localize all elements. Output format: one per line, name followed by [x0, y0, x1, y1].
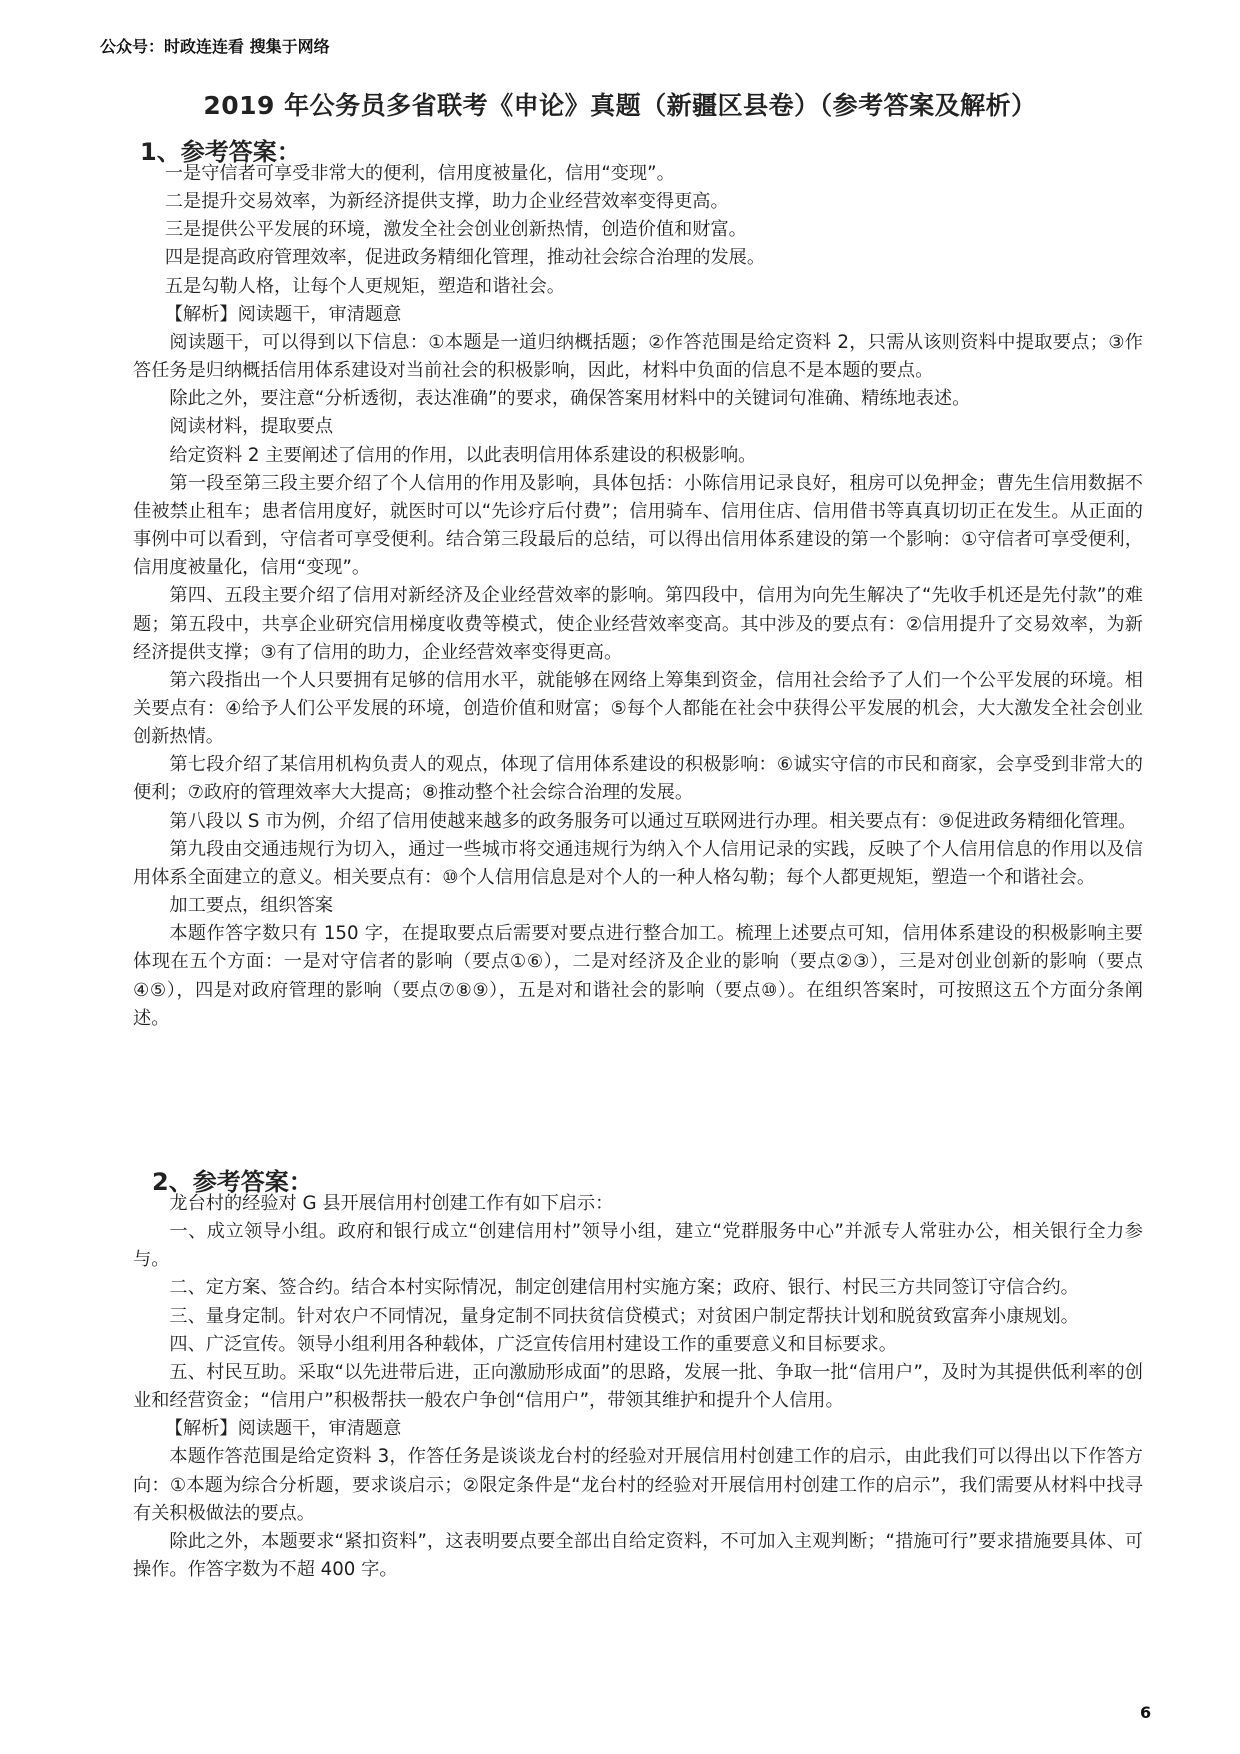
source-note: 公众号：时政连连看 搜集于网络 — [100, 37, 330, 56]
document-title: 2019 年公务员多省联考《申论》真题（新疆区县卷）（参考答案及解析） — [203, 91, 1037, 120]
analysis-paragraph: 本题作答字数只有 150 字，在提取要点后需要对要点进行整合加工。梳理上述要点可知，信用体系建设的积极影响主要体现在五个方面：一是对守信者的影响（要点①⑥），二是对经济及企业的影响（要点②③），三是对创业创新的影响（要点④⑤），四是对政府管理的影响（要点⑦⑧⑨），五是对和谐社会的影响（要点⑩）。在组织答案时，可按照这五个方面分条阐述。 — [133, 923, 1143, 1029]
analysis-label: 【解析】阅读题干，审清题意 — [164, 1418, 402, 1440]
analysis-paragraph: 第八段以 S 市为例，介绍了信用使越来越多的政务服务可以通过互联网进行办理。相关要点有：⑨促进政务精细化管理。 — [169, 810, 1137, 832]
analysis-paragraph: 除此之外，要注意“分析透彻，表达准确”的要求，确保答案用材料中的关键词句准确、精练地表述。 — [169, 388, 971, 410]
section-2-body — [133, 1190, 1143, 1584]
answer-point-4: 四是提高政府管理效率，促进政务精细化管理，推动社会综合治理的发展。 — [164, 247, 766, 269]
section-2-heading: 2、参考答案： — [152, 1168, 313, 1196]
analysis-paragraph: 阅读题干，可以得到以下信息：①本题是一道归纳概括题；②作答范围是给定资料 2，只需从该则资料中提取要点；③作答任务是归纳概括信用体系建设对当前社会的积极影响，因此，材料中负面的信息不是本题的要点。 — [133, 331, 1143, 382]
answer-point-1: 一、成立领导小组。政府和银行成立“创建信用村”领导小组，建立“党群服务中心”并派专人常驻办公，相关银行全力参与。 — [133, 1221, 1143, 1271]
analysis-subheading: 加工要点，组织答案 — [169, 895, 334, 917]
analysis-paragraph: 第六段指出一个人只要拥有足够的信用水平，就能够在网络上筹集到资金，信用社会给予了人们一个公平发展的环境。相关要点有：④给予人们公平发展的环境，创造价值和财富；⑤每个人都能在社会中获得公平发展的机会，大大激发全社会创业创新热情。 — [133, 669, 1143, 748]
analysis-paragraph: 给定资料 2 主要阐述了信用的作用，以此表明信用体系建设的积极影响。 — [169, 444, 757, 466]
section-1-heading: 1、参考答案： — [140, 138, 301, 166]
answer-point-1: 一是守信者可享受非常大的便利，信用度被量化，信用“变现”。 — [164, 163, 675, 184]
answer-point-2: 二、定方案、签合约。结合本村实际情况，制定创建信用村实施方案；政府、银行、村民三方共同签订守信合约。 — [169, 1277, 1079, 1299]
answer-intro: 龙台村的经验对 G 县开展信用村创建工作有如下启示： — [169, 1193, 614, 1214]
answer-point-3: 三、量身定制。针对农户不同情况，量身定制不同扶贫信贷模式；对贫困户制定帮扶计划和脱贫致富奔小康规划。 — [169, 1305, 1079, 1327]
analysis-subheading: 阅读材料，提取要点 — [169, 416, 334, 438]
page-number: 6 — [1140, 1703, 1152, 1722]
answer-point-3: 三是提供公平发展的环境，激发全社会创业创新热情，创造价值和财富。 — [164, 219, 747, 241]
analysis-paragraph: 第七段介绍了某信用机构负责人的观点，体现了信用体系建设的积极影响：⑥诚实守信的市民和商家，会享受到非常大的便利；⑦政府的管理效率大大提高；⑧推动整个社会综合治理的发展。 — [133, 754, 1143, 804]
analysis-paragraph: 本题作答范围是给定资料 3，作答任务是谈谈龙台村的经验对开展信用村创建工作的启示，由此我们可以得出以下作答方向：①本题为综合分析题，要求谈启示；②限定条件是“龙台村的经验对开展信用村创建工作的启示”，我们需要从材料中找寻有关积极做法的要点。 — [133, 1446, 1143, 1524]
answer-point-5: 五是勾勒人格，让每个人更规矩，塑造和谐社会。 — [164, 275, 565, 297]
analysis-label: 【解析】阅读题干，审清题意 — [164, 303, 402, 325]
answer-point-5: 五、村民互助。采取“以先进带后进，正向激励形成面”的思路，发展一批、争取一批“信用户”，及时为其提供低利率的创业和经营资金；“信用户”积极帮扶一般农户争创“信用户”，带领其维护和提升个人信用。 — [133, 1361, 1143, 1412]
analysis-paragraph: 第四、五段主要介绍了信用对新经济及企业经营效率的影响。第四段中，信用为向先生解决了“先收手机还是先付款”的难题；第五段中，共享企业研究信用梯度收费等模式，使企业经营效率变高。其中涉及的要点有：②信用提升了交易效率，为新经济提供支撑；③有了信用的助力，企业经营效率变得更高。 — [133, 585, 1143, 663]
analysis-paragraph: 除此之外，本题要求“紧扣资料”，这表明要点要全部出自给定资料，不可加入主观判断；“措施可行”要求措施要具体、可操作。作答字数为不超 400 字。 — [133, 1530, 1143, 1581]
analysis-paragraph: 第九段由交通违规行为切入，通过一些城市将交通违规行为纳入个人信用记录的实践，反映了个人信用信息的作用以及信用体系全面建立的意义。相关要点有：⑩个人信用信息是对个人的一种人格勾勒；每个人都更规矩，塑造一个和谐社会。 — [133, 838, 1143, 888]
section-1-body — [133, 160, 1143, 1033]
analysis-paragraph: 第一段至第三段主要介绍了个人信用的作用及影响，具体包括：小陈信用记录良好，租房可以免押金；曹先生信用数据不佳被禁止租车；患者信用度好，就医时可以“先诊疗后付费”；信用骑车、信用住店、信用借书等真真切切正在发生。从正面的事例中可以看到，守信者可享受便利。结合第三段最后的总结，可以得出信用体系建设的第一个影响：①守信者可享受便利，信用度被量化，信用“变现”。 — [133, 472, 1143, 579]
answer-point-2: 二是提升交易效率，为新经济提供支撑，助力企业经营效率变得更高。 — [164, 191, 729, 213]
answer-point-4: 四、广泛宣传。领导小组利用各种载体，广泛宣传信用村建设工作的重要意义和目标要求。 — [169, 1333, 897, 1355]
